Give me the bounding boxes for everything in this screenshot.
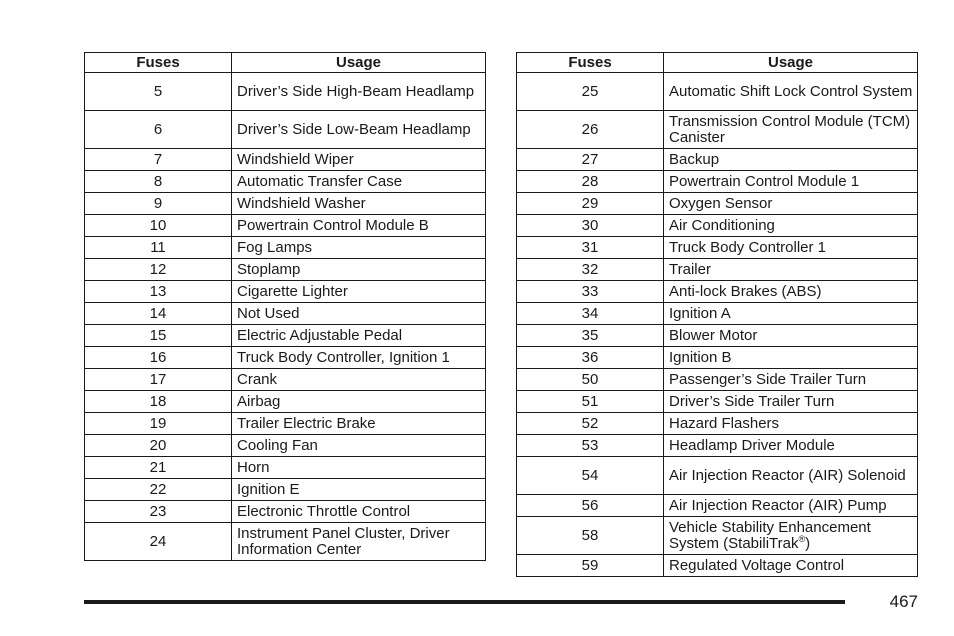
fuse-table-left-body — [85, 73, 486, 561]
fuse-usage-cell — [664, 237, 918, 259]
fuse-usage-cell — [232, 171, 486, 193]
column-header-usage: Usage — [232, 53, 486, 73]
fuse-number-cell: 18 — [85, 391, 232, 413]
fuse-number-cell: 35 — [517, 325, 664, 347]
fuse-usage-text: Vehicle Stability Enhancement System (StabiliTrak — [669, 518, 871, 552]
fuse-number-cell: 6 — [85, 111, 232, 149]
fuse-number-cell: 15 — [85, 325, 232, 347]
fuse-usage-text: Powertrain Control Module B — [237, 216, 429, 234]
table-row — [517, 259, 918, 281]
fuse-usage-text: Cigarette Lighter — [237, 282, 348, 300]
fuse-number-cell: 10 — [85, 215, 232, 237]
table-row — [517, 237, 918, 259]
table-row — [517, 149, 918, 171]
fuse-number-cell: 8 — [85, 171, 232, 193]
fuse-number-cell: 31 — [517, 237, 664, 259]
fuse-usage-cell — [664, 413, 918, 435]
fuse-number-cell: 17 — [85, 369, 232, 391]
fuse-usage-cell — [232, 259, 486, 281]
fuse-usage-cell — [664, 495, 918, 517]
fuse-usage-text: Air Injection Reactor (AIR) Solenoid — [669, 466, 906, 484]
table-row — [85, 73, 486, 111]
fuse-usage-text: Driver’s Side Low-Beam Headlamp — [237, 120, 471, 138]
fuse-number-cell: 53 — [517, 435, 664, 457]
table-row — [517, 73, 918, 111]
table-row — [517, 281, 918, 303]
fuse-usage-text: Air Conditioning — [669, 216, 775, 234]
fuse-number-cell: 33 — [517, 281, 664, 303]
fuse-number-cell: 7 — [85, 149, 232, 171]
fuse-usage-cell — [664, 111, 918, 149]
table-row — [517, 325, 918, 347]
fuse-number-cell: 21 — [85, 457, 232, 479]
fuse-number-cell: 30 — [517, 215, 664, 237]
fuse-number-cell: 58 — [517, 517, 664, 555]
table-row — [85, 215, 486, 237]
fuse-number-cell: 19 — [85, 413, 232, 435]
table-row — [85, 457, 486, 479]
fuse-usage-cell — [664, 259, 918, 281]
fuse-number-cell: 56 — [517, 495, 664, 517]
fuse-usage-text: Headlamp Driver Module — [669, 436, 835, 454]
fuse-number-cell: 27 — [517, 149, 664, 171]
table-row — [85, 435, 486, 457]
fuse-usage-text: Automatic Transfer Case — [237, 172, 403, 190]
fuse-usage-cell — [664, 555, 918, 577]
fuse-number-cell: 16 — [85, 347, 232, 369]
table-row — [517, 457, 918, 495]
fuse-usage-text: Horn — [237, 458, 270, 476]
fuse-table-right — [516, 52, 918, 577]
table-row — [85, 347, 486, 369]
table-header-row — [85, 53, 486, 73]
fuse-usage-cell — [664, 517, 918, 555]
table-row — [85, 111, 486, 149]
fuse-number-cell: 23 — [85, 501, 232, 523]
fuse-number-cell: 24 — [85, 523, 232, 561]
fuse-usage-cell — [664, 369, 918, 391]
fuse-usage-cell — [232, 73, 486, 111]
fuse-number-cell: 26 — [517, 111, 664, 149]
table-row — [85, 501, 486, 523]
fuse-usage-text: Crank — [237, 370, 278, 388]
fuse-usage-cell — [232, 303, 486, 325]
fuse-usage-cell — [232, 479, 486, 501]
table-row — [517, 171, 918, 193]
table-row — [85, 171, 486, 193]
fuse-usage-cell — [232, 501, 486, 523]
fuse-usage-cell — [232, 413, 486, 435]
table-row — [517, 495, 918, 517]
fuse-usage-cell — [232, 523, 486, 561]
fuse-usage-text: Truck Body Controller, Ignition 1 — [237, 348, 450, 366]
fuse-table-right-body — [517, 73, 918, 577]
table-row — [85, 523, 486, 561]
fuse-number-cell: 54 — [517, 457, 664, 495]
fuse-usage-text: Electric Adjustable Pedal — [237, 326, 403, 344]
fuse-number-cell: 22 — [85, 479, 232, 501]
fuse-usage-text: Airbag — [237, 392, 281, 410]
fuse-number-cell: 50 — [517, 369, 664, 391]
fuse-usage-text: Oxygen Sensor — [669, 194, 773, 212]
fuse-number-cell: 52 — [517, 413, 664, 435]
fuse-number-cell: 14 — [85, 303, 232, 325]
fuse-usage-cell — [232, 435, 486, 457]
fuse-usage-text: Powertrain Control Module 1 — [669, 172, 860, 190]
fuse-number-cell: 5 — [85, 73, 232, 111]
fuse-usage-cell — [664, 347, 918, 369]
table-row — [85, 237, 486, 259]
fuse-number-cell: 34 — [517, 303, 664, 325]
fuse-usage-cell — [664, 303, 918, 325]
fuse-usage-text: Cooling Fan — [237, 436, 318, 454]
table-row — [517, 303, 918, 325]
fuse-usage-cell — [232, 325, 486, 347]
fuse-usage-text: Ignition B — [669, 348, 732, 366]
table-row — [85, 281, 486, 303]
fuse-usage-text: Hazard Flashers — [669, 414, 780, 432]
table-row — [517, 111, 918, 149]
fuse-usage-text: Fog Lamps — [237, 238, 313, 256]
fuse-usage-cell — [232, 347, 486, 369]
fuse-usage-text: Automatic Shift Lock Control System — [669, 82, 913, 100]
footer-rule — [84, 600, 845, 604]
fuse-usage-cell — [664, 457, 918, 495]
table-row — [517, 347, 918, 369]
fuse-usage-text: Electronic Throttle Control — [237, 502, 411, 520]
page-number: 467 — [889, 592, 918, 611]
fuse-usage-text: Truck Body Controller 1 — [669, 238, 827, 256]
fuse-usage-text: Stoplamp — [237, 260, 301, 278]
fuse-usage-cell — [232, 391, 486, 413]
fuse-usage-cell — [664, 281, 918, 303]
fuse-usage-cell — [664, 171, 918, 193]
table-row — [517, 413, 918, 435]
fuse-usage-text: Not Used — [237, 304, 300, 322]
column-header-fuses: Fuses — [85, 53, 232, 73]
fuse-usage-cell — [664, 193, 918, 215]
fuse-usage-text: Passenger’s Side Trailer Turn — [669, 370, 867, 388]
fuse-usage-cell — [232, 457, 486, 479]
fuse-usage-text: Air Injection Reactor (AIR) Pump — [669, 496, 887, 514]
fuse-number-cell: 25 — [517, 73, 664, 111]
fuse-number-cell: 29 — [517, 193, 664, 215]
table-row — [85, 325, 486, 347]
fuse-usage-text: Driver’s Side Trailer Turn — [669, 392, 835, 410]
fuse-usage-text: Regulated Voltage Control — [669, 556, 845, 574]
fuse-usage-cell — [664, 435, 918, 457]
fuse-usage-cell — [664, 73, 918, 111]
table-row — [85, 149, 486, 171]
fuse-number-cell: 12 — [85, 259, 232, 281]
table-row — [517, 193, 918, 215]
table-row — [85, 369, 486, 391]
table-row — [85, 193, 486, 215]
table-header-row — [517, 53, 918, 73]
fuse-number-cell: 13 — [85, 281, 232, 303]
table-row — [517, 555, 918, 577]
table-row — [85, 413, 486, 435]
fuse-number-cell: 28 — [517, 171, 664, 193]
fuse-usage-text: Instrument Panel Cluster, Driver Information Center — [237, 524, 450, 558]
fuse-number-cell: 32 — [517, 259, 664, 281]
fuse-usage-cell — [664, 391, 918, 413]
table-row — [517, 369, 918, 391]
fuse-usage-cell — [232, 369, 486, 391]
fuse-table-left — [84, 52, 486, 561]
fuse-usage-text: Driver’s Side High-Beam Headlamp — [237, 82, 475, 100]
fuse-usage-text: Trailer Electric Brake — [237, 414, 376, 432]
fuse-number-cell: 11 — [85, 237, 232, 259]
fuse-usage-cell — [664, 149, 918, 171]
table-row — [85, 479, 486, 501]
fuse-usage-text: Trailer — [669, 260, 711, 278]
fuse-usage-text: Windshield Wiper — [237, 150, 354, 168]
fuse-usage-text: Anti-lock Brakes (ABS) — [669, 282, 822, 300]
fuse-number-cell: 36 — [517, 347, 664, 369]
fuse-number-cell: 59 — [517, 555, 664, 577]
table-row — [517, 391, 918, 413]
fuse-number-cell: 9 — [85, 193, 232, 215]
column-header-usage: Usage — [664, 53, 918, 73]
fuse-usage-text: Transmission Control Module (TCM) Canister — [669, 112, 911, 146]
table-row — [517, 215, 918, 237]
fuse-usage-cell — [664, 325, 918, 347]
fuse-usage-text: Ignition A — [669, 304, 731, 322]
fuse-usage-text: Ignition E — [237, 480, 300, 498]
fuse-usage-cell — [232, 111, 486, 149]
fuse-usage-cell — [232, 281, 486, 303]
table-row — [517, 435, 918, 457]
table-row — [85, 391, 486, 413]
fuse-usage-text: Backup — [669, 150, 720, 168]
registered-mark: ® — [798, 533, 806, 544]
fuse-usage-cell — [232, 149, 486, 171]
fuse-number-cell: 20 — [85, 435, 232, 457]
fuse-usage-cell — [232, 215, 486, 237]
column-header-fuses: Fuses — [517, 53, 664, 73]
fuse-number-cell: 51 — [517, 391, 664, 413]
table-row — [517, 517, 918, 555]
table-row — [85, 259, 486, 281]
fuse-usage-text: Blower Motor — [669, 326, 758, 344]
fuse-usage-cell — [664, 215, 918, 237]
fuse-usage-text: Windshield Washer — [237, 194, 366, 212]
fuse-usage-suffix: ) — [805, 534, 811, 552]
table-row — [85, 303, 486, 325]
fuse-usage-cell — [232, 193, 486, 215]
fuse-usage-cell — [232, 237, 486, 259]
